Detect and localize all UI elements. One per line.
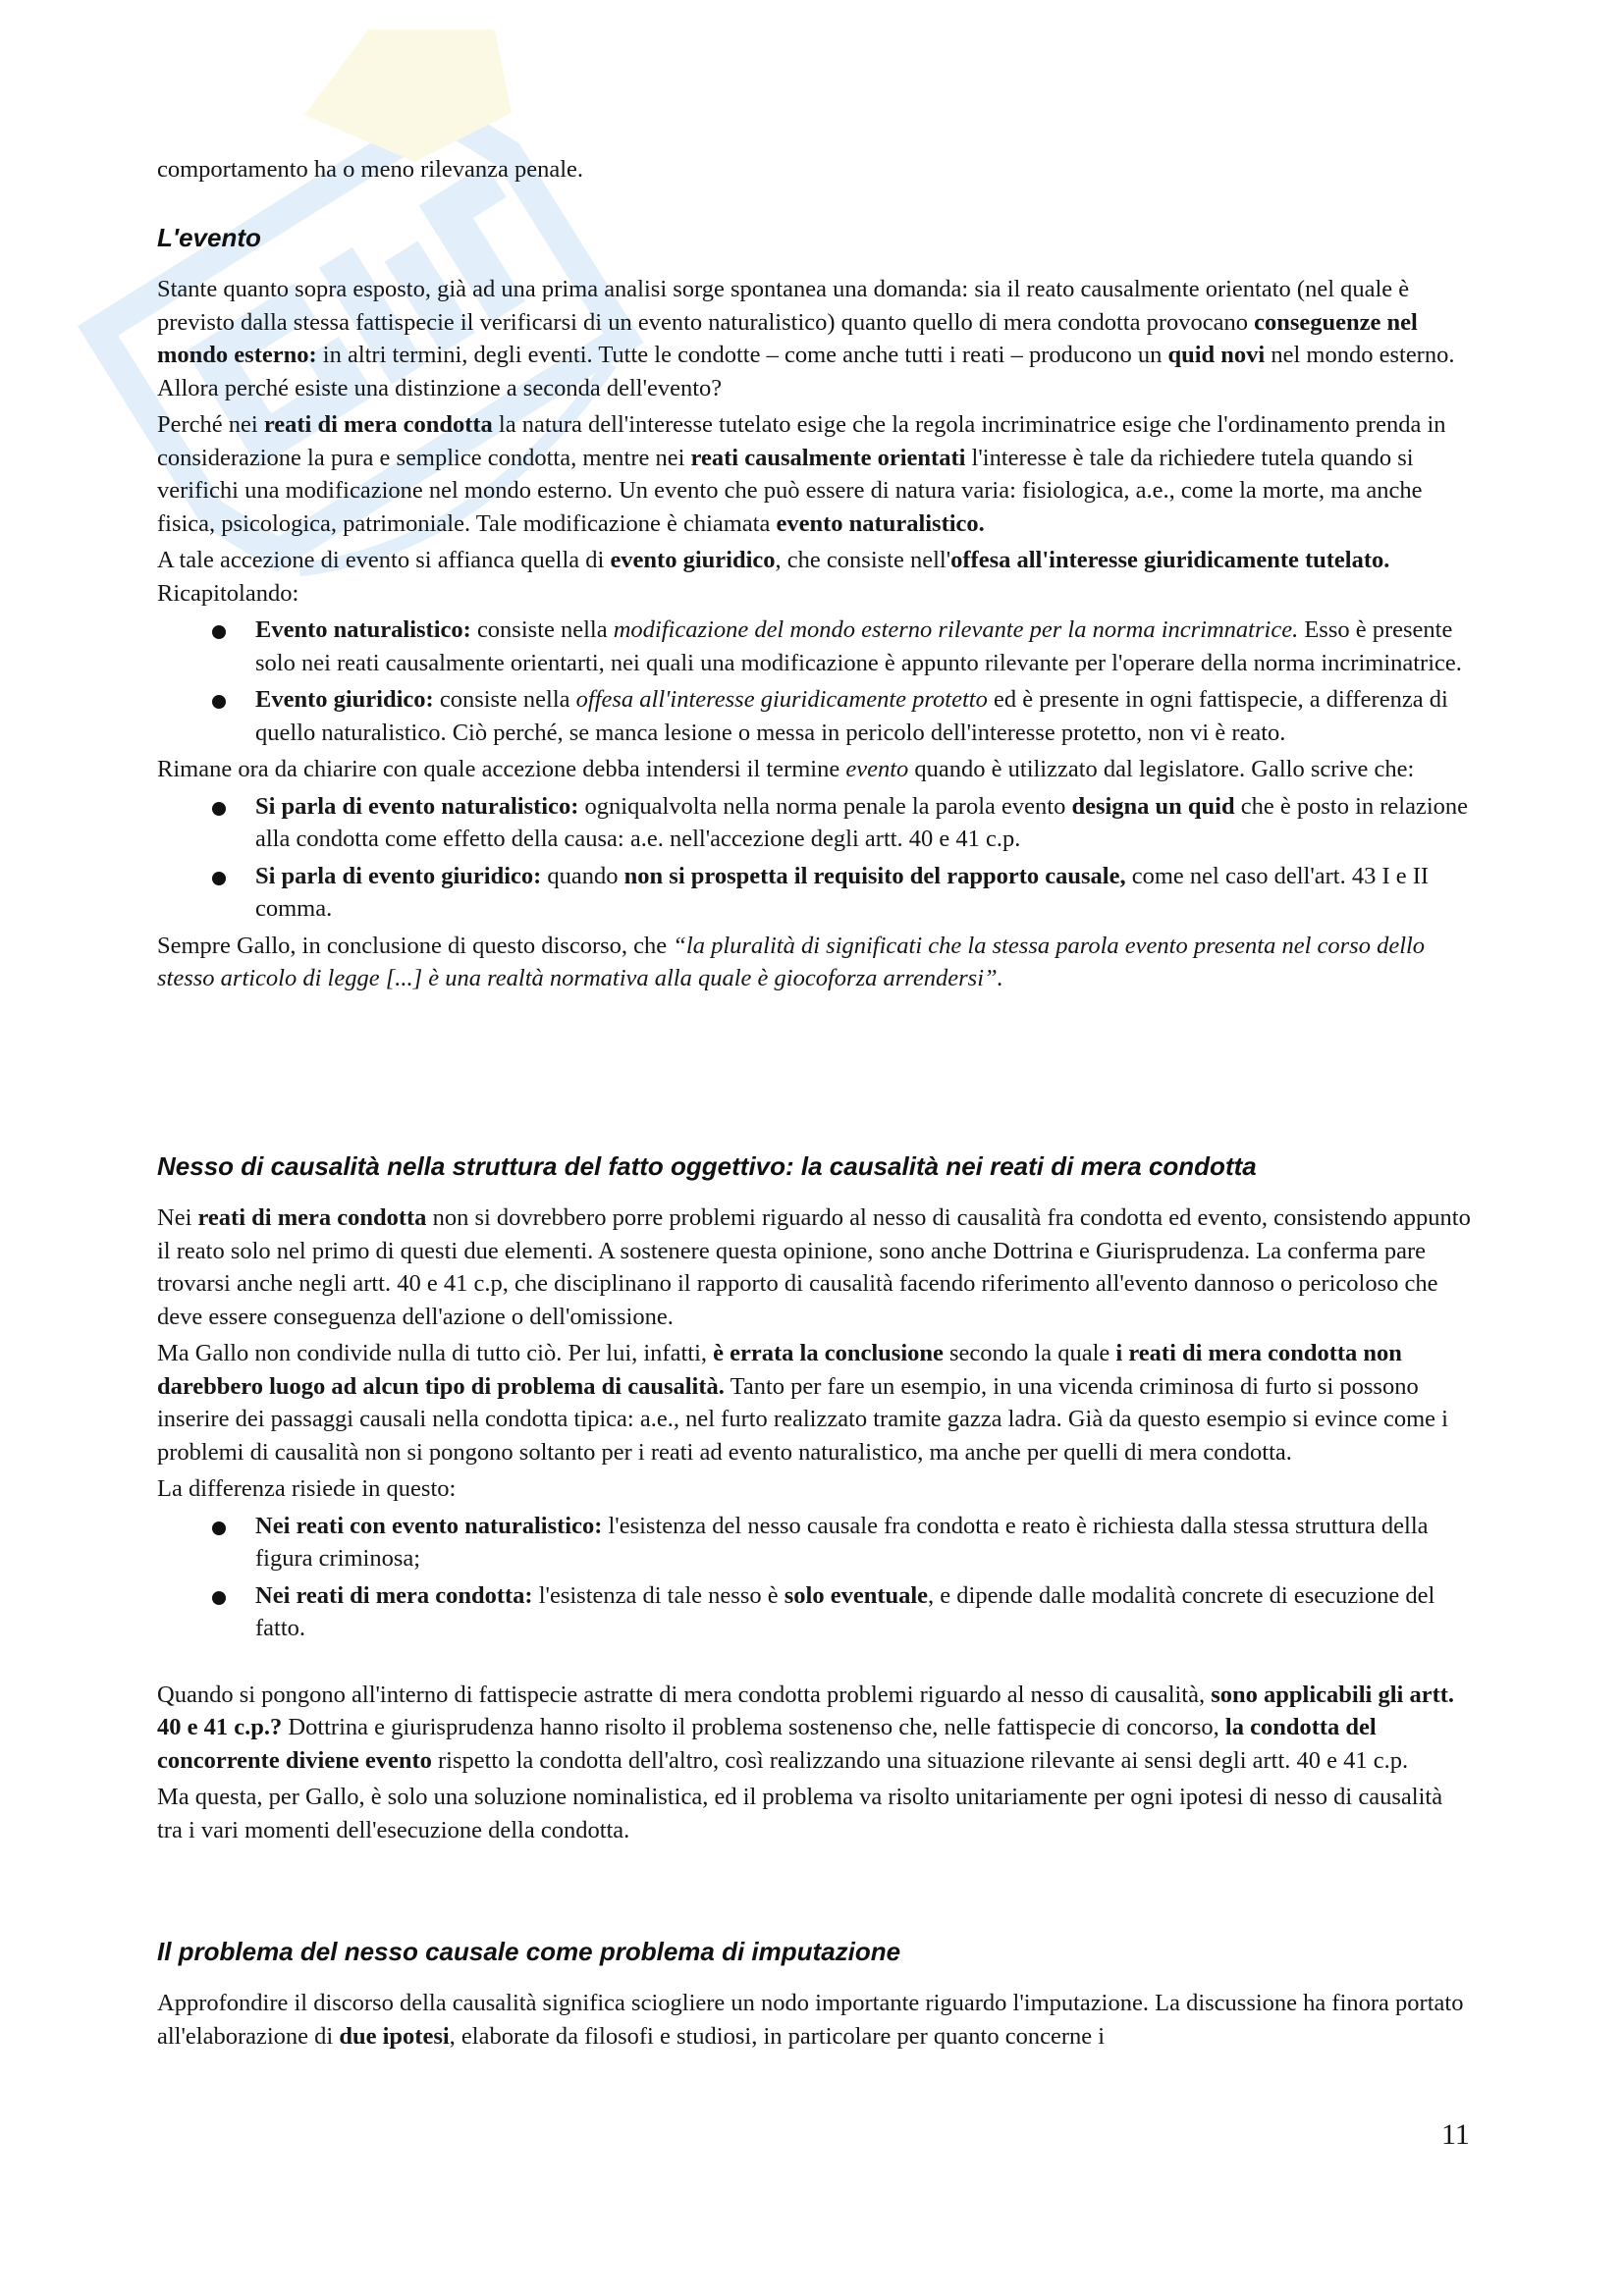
bullet-list [157,1510,1473,1645]
list-item: Nei reati di mera condotta: l'esistenza di tale nesso è solo eventuale, e dipende dalle modalità concrete di esecuzione del fatto. [255,1579,1473,1645]
paragraph: Quando si pongono all'interno di fattispecie astratte di mera condotta problemi riguardo al nesso di causalità, sono applicabili gli artt. 40 e 41 c.p.? Dottrina e giurisprudenza hanno risolto il problema sostenenso che, nelle fattispecie di concorso, la condotta del concorrente diviene evento rispetto la condotta dell'altro, così realizzando una situazione rilevante ai sensi degli artt. 40 e 41 c.p. [157,1681,1455,1774]
paragraph: Nei reati di mera condotta non si dovrebbero porre problemi riguardo al nesso di causalità fra condotta ed evento, consistendo appunto il reato solo nel primo di questi due elementi. A sostenere questa opinione, sono anche Dottrina e Giurisprudenza. La conferma pare trovarsi anche negli artt. 40 e 41 c.p, che disciplinano il rapporto di causalità facendo riferimento all'evento dannoso o pericoloso che deve essere conseguenza dell'azione o dell'omissione. [157,1204,1471,1330]
text-block-intro [157,153,1473,187]
list-item: Evento naturalistico: consiste nella modificazione del mondo esterno rilevante per la norma incrimnatrice. Esso è presente solo nei reati causalmente orientarti, nei quali una modificazione è appunto rilevante per l'operare della norma incriminatrice. [255,614,1473,679]
page-number: 11 [1441,2118,1470,2151]
paragraph: La differenza risiede in questo: [157,1475,457,1502]
paragraph: Rimane ora da chiarire con quale accezione debba intendersi il termine evento quando è utilizzato dal legislatore. Gallo scrive che: [157,756,1415,782]
paragraph: Perché nei reati di mera condotta la natura dell'interesse tutelato esige che la regola incriminatrice esige che l'ordinamento prenda in considerazione la pura e semplice condotta, mentre nei reati causalmente orientati l'interesse è tale da richiedere tutela quando si verifichi una modificazione nel mondo esterno. Un evento che può essere di natura varia: fisiologica, a.e., come la morte, ma anche fisica, psicologica, patrimoniale. Tale modificazione è chiamata evento naturalistico. [157,411,1446,537]
list-item: Nei reati con evento naturalistico: l'esistenza del nesso causale fra condotta e reato è richiesta dalla stessa struttura della figura criminosa; [255,1510,1473,1575]
paragraph: Ma questa, per Gallo, è solo una soluzione nominalistica, ed il problema va risolto unitariamente per ogni ipotesi di nesso di causalità tra i vari momenti dell'esecuzione della condotta. [157,1784,1443,1843]
text-block-evento [157,273,1473,995]
list-item: Si parla di evento giuridico: quando non si prospetta il requisito del rapporto causale, come nel caso dell'art. 43 I e II comma. [255,860,1473,926]
paragraph: Approfondire il discorso della causalità significa sciogliere un nodo importante riguardo l'imputazione. La discussione ha finora portato all'elaborazione di due ipotesi, elaborate da filosofi e studiosi, in particolare per quanto concerne i [157,1990,1464,2050]
paragraph: Sempre Gallo, in conclusione di questo discorso, che “la pluralità di significati che la stessa parola evento presenta nel corso dello stesso articolo di legge [...] è una realtà normativa alla quale è giocoforza arrendersi”. [157,932,1426,991]
list-item: Si parla di evento naturalistico: ogniqualvolta nella norma penale la parola evento designa un quid che è posto in relazione alla condotta come effetto della causa: a.e. nell'accezione degli artt. 40 e 41 c.p. [255,790,1473,856]
section-heading-imputazione: Il problema del nesso causale come problema di imputazione [157,1937,901,1966]
paragraph: Stante quanto sopra esposto, già ad una prima analisi sorge spontanea una domanda: sia il reato causalmente orientato (nel quale è previsto dalla stessa fattispecie il verificarsi di un evento naturalistico) quanto quello di mera condotta provocano conseguenze nel mondo esterno: in altri termini, degli eventi. Tutte le condotte – come anche tutti i reati – producono un quid novi nel mondo esterno. Allora perché esiste una distinzione a seconda dell'evento? [157,276,1455,401]
text-block-imputazione [157,1987,1473,2053]
section-heading-evento: L'evento [157,223,261,252]
bullet-list [157,614,1473,749]
list-item: Evento giuridico: consiste nella offesa all'interesse giuridicamente protetto ed è presente in ogni fattispecie, a differenza di quello naturalistico. Ciò perché, se manca lesione o messa in pericolo dell'interesse protetto, non vi è reato. [255,683,1473,749]
bullet-list [157,790,1473,926]
paragraph: comportamento ha o meno rilevanza penale. [157,156,584,183]
paragraph: A tale accezione di evento si affianca quella di evento giuridico, che consiste nell'offesa all'interesse giuridicamente tutelato. Ricapitolando: [157,547,1390,607]
paragraph: Ma Gallo non condivide nulla di tutto ciò. Per lui, infatti, è errata la conclusione secondo la quale i reati di mera condotta non darebbero luogo ad alcun tipo di problema di causalità. Tanto per fare un esempio, in una vicenda criminosa di furto si possono inserire dei passaggi causali nella condotta tipica: a.e., nel furto realizzato tramite gazza ladra. Già da questo esempio si evince come i problemi di causalità non si pongono soltanto per i reati ad evento naturalistico, ma anche per quelli di mera condotta. [157,1340,1448,1466]
text-block-nesso [157,1201,1473,1846]
section-heading-nesso: Nesso di causalità nella struttura del fatto oggettivo: la causalità nei reati di mera condotta [157,1151,1257,1181]
